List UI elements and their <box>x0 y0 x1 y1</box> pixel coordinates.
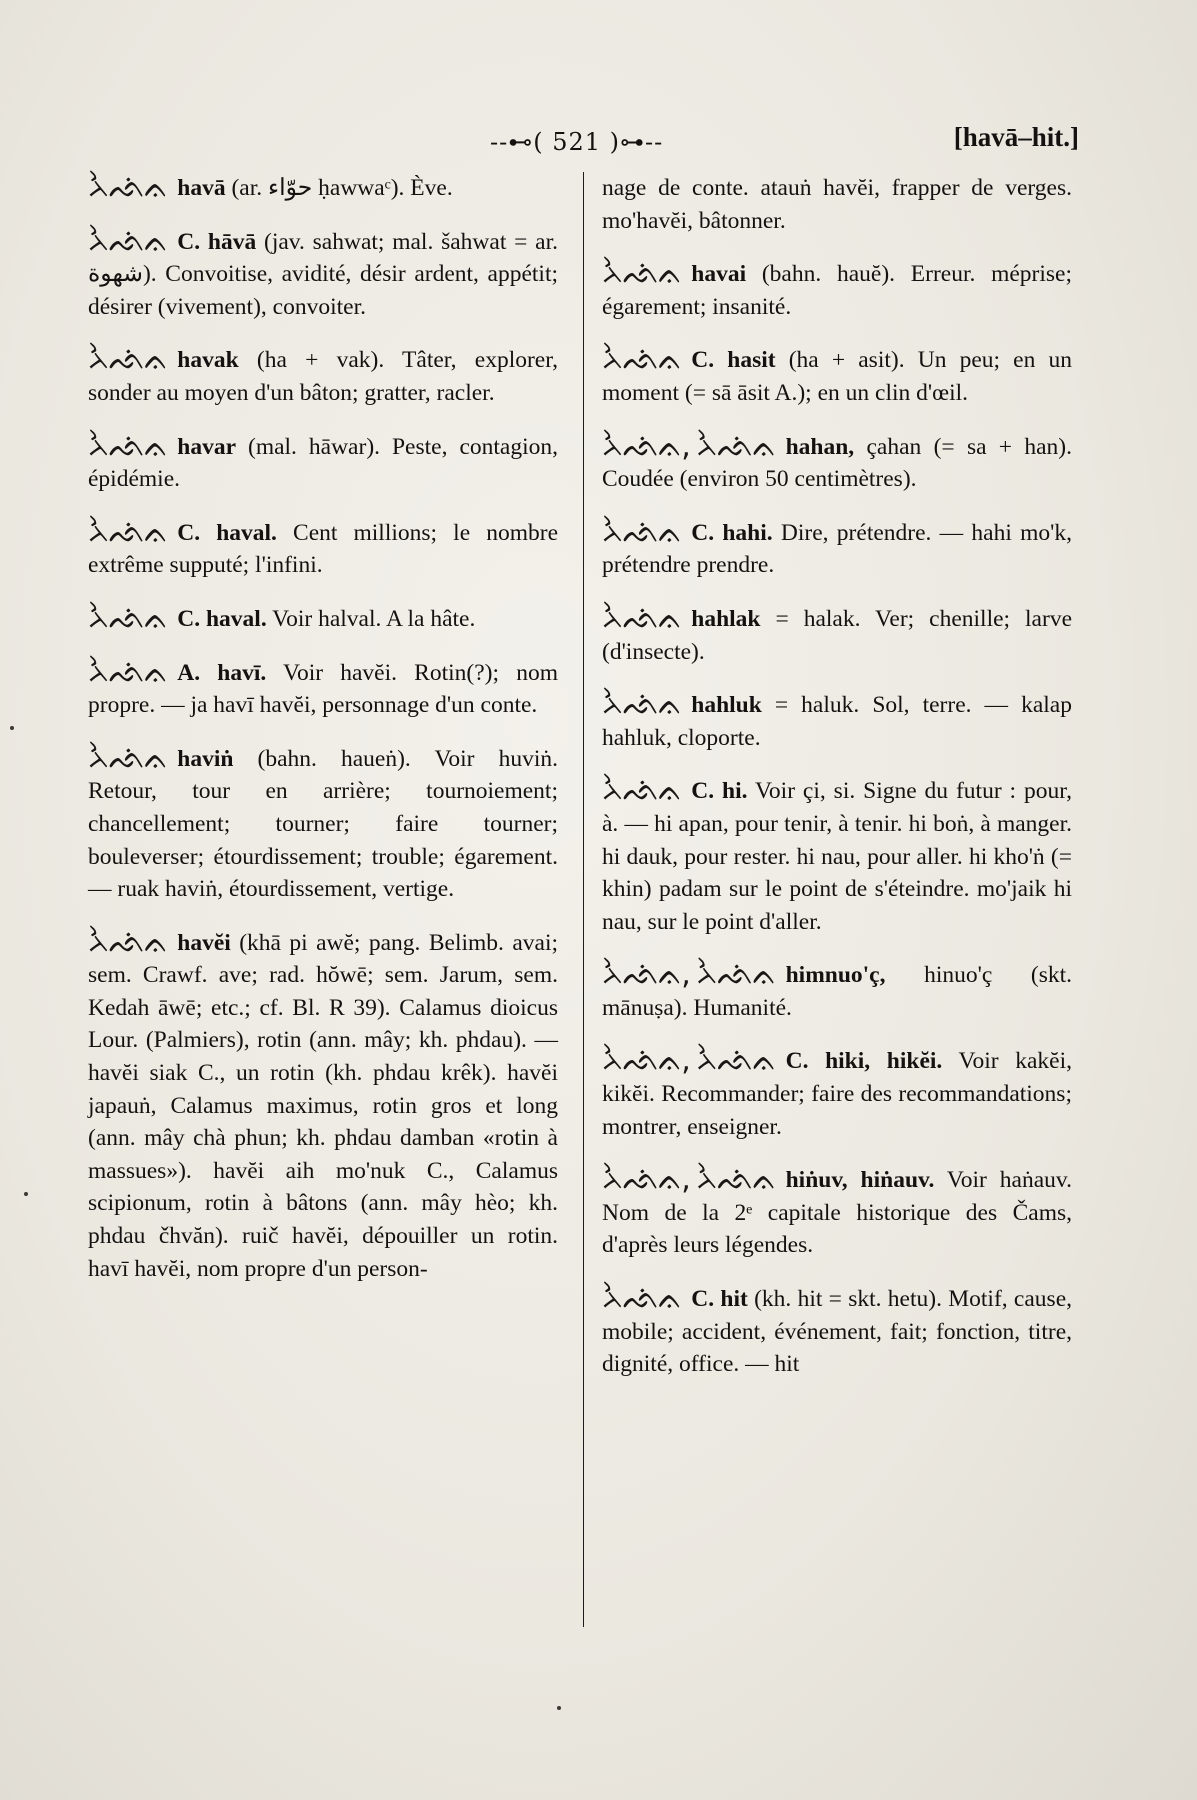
cham-script-headword: ᨂᨛᨒᨗᨊ <box>88 223 168 259</box>
cham-script-headword: ᨂᨛᨒᨗᨊ <box>88 740 168 776</box>
dictionary-entry <box>602 689 1072 754</box>
entry-definition: (ha + asit). Un peu; en un moment (= sā āsit A.); en un clin d'œil. <box>602 347 1072 406</box>
cham-script-headword: ᨂᨛᨒᨗᨊ <box>602 256 682 292</box>
entry-definition: Voir haṅauv. Nom de la 2ᵉ capitale historique des Čams, d'après leurs légendes. <box>602 1167 1072 1259</box>
dictionary-entry <box>88 740 558 906</box>
entry-definition: nage de conte. atauṅ havĕi, frapper de verges. mo'havĕi, bâtonner. <box>602 175 1072 234</box>
entry-definition: (ar. حوّاء ḥawwaᶜ). Ève. <box>225 175 453 201</box>
entry-headword: C. hasit <box>691 347 776 374</box>
dictionary-entry <box>602 344 1072 409</box>
entry-definition: Voir çi, si. Signe du futur : pour, à. — hi apan, pour tenir, à tenir. hi boṅ, à manger. hi dauk, pour rester. hi nau, pour aller. hi kho'ṅ (= khin) padam sur le point de s'éteindre. mo'jaik hi nau, sur le point d'aller. <box>602 778 1072 935</box>
entry-definition: (ha + vak). Tâter, explorer, sonder au moyen d'un bâton; gratter, racler. <box>88 347 558 406</box>
entry-headword: havĕi <box>177 929 231 956</box>
entry-definition: = halak. Ver; chenille; larve (d'insecte). <box>602 605 1072 665</box>
entry-headword: havai <box>691 261 747 288</box>
dictionary-entry <box>602 258 1072 323</box>
column-divider <box>583 172 584 1627</box>
dictionary-entry <box>602 959 1072 1024</box>
cham-script-headword: ᨂᨛᨒᨗᨊ, ᨂᨛᨒᨗᨊ <box>602 957 776 993</box>
entry-headword: hahluk <box>691 692 762 719</box>
dictionary-entry <box>88 344 558 409</box>
paper-speck <box>557 1706 561 1710</box>
page-number: --⊷( 521 )⊶-- <box>490 128 664 156</box>
paper-speck <box>10 726 14 730</box>
running-head: [havā–hit.] <box>953 122 1079 152</box>
entry-headword: C. hāvā <box>177 228 257 255</box>
entry-definition: Voir havĕi. Rotin(?); nom propre. — ja havī havĕi, personnage d'un conte. <box>88 659 558 719</box>
cham-script-headword: ᨂᨛᨒᨗᨊ <box>88 514 168 550</box>
cham-script-headword: ᨂᨛᨒᨗᨊ <box>602 687 682 723</box>
dictionary-entry <box>88 600 558 636</box>
dictionary-entry <box>602 428 1072 496</box>
entry-headword: C. hi. <box>691 778 748 805</box>
entry-definition: Voir kakĕi, kikĕi. Recommander; faire des recommandations; montrer, enseigner. <box>602 1048 1072 1140</box>
entry-headword: C. haval. <box>177 605 267 632</box>
cham-script-headword: ᨂᨛᨒᨗᨊ <box>602 773 682 809</box>
cham-script-headword: ᨂᨛᨒᨗᨊ <box>88 342 168 378</box>
cham-script-headword: ᨂᨛᨒᨗᨊ, ᨂᨛᨒᨗᨊ <box>602 1043 776 1079</box>
dictionary-entry <box>602 514 1073 582</box>
entry-headword: hahan, <box>785 433 855 460</box>
entry-definition: Voir halval. A la hâte. <box>266 605 476 632</box>
cham-script-headword: ᨂᨛᨒᨗᨊ <box>88 170 168 205</box>
entry-definition: Cent millions; le nombre extrême supputé; l'infini. <box>88 519 558 579</box>
page-header <box>0 122 1197 162</box>
entry-headword: C. hiki, hikĕi. <box>785 1048 943 1075</box>
cham-script-headword: ᨂᨛᨒᨗᨊ <box>602 1281 682 1317</box>
entry-definition: (kh. hit = skt. hetu). Motif, cause, mobile; accident, événement, fait; fonction, titre, dignité, office. — hit <box>602 1286 1072 1378</box>
dictionary-entry <box>88 514 558 582</box>
entry-definition: hinuo'ç (skt. mānuṣa). Humanité. <box>602 962 1072 1021</box>
dictionary-entry <box>602 1283 1072 1381</box>
dictionary-entry <box>602 1164 1072 1262</box>
dictionary-entry <box>88 428 558 496</box>
dictionary-entry <box>88 223 558 324</box>
cham-script-headword: ᨂᨛᨒᨗᨊ <box>88 654 168 690</box>
entry-headword: C. hahi. <box>691 519 773 546</box>
entry-headword: hiṅuv, hiṅauv. <box>785 1167 935 1194</box>
cham-script-headword: ᨂᨛᨒᨗᨊ <box>88 428 168 464</box>
dictionary-entry <box>602 1045 1072 1143</box>
paper-speck <box>24 1192 28 1196</box>
entry-headword: C. haval. <box>177 519 277 546</box>
cham-script-headword: ᨂᨛᨒᨗᨊ <box>88 924 168 960</box>
entry-definition: = haluk. Sol, terre. — kalap hahluk, cloporte. <box>602 692 1072 751</box>
cham-script-headword: ᨂᨛᨒᨗᨊ <box>602 600 682 636</box>
entry-definition: Dire, prétendre. — hahi mo'k, prétendre prendre. <box>602 519 1073 579</box>
entry-definition: (jav. sahwat; mal. šahwat = ar. شهوة). Convoitise, avidité, désir ardent, appétit; désirer (vivement), convoiter. <box>88 228 558 320</box>
entry-definition: çahan (= sa + han). Coudée (environ 50 centimètres). <box>602 433 1072 493</box>
entry-definition: (khā pi awĕ; pang. Belimb. avai; sem. Crawf. ave; rad. hŏwē; sem. Jarum, sem. Kedah āwē; etc.; cf. Bl. R 39). Calamus dioicus Lour. (Palmiers), rotin (ann. mây; kh. phdau). — havĕi siak C., un rotin (kh. phdau krêk). havĕi japauṅ, Calamus maximus, rotin gros et long (ann. mây chà phun; kh. phdau damban «rotin à massues»). havĕi aih mo'nuk C., Calamus scipionum, rotin à bâtons (ann. mây hèo; kh. phdau čhvăn). ruič havĕi, dépouiller un rotin. havī havĕi, nom propre d'un person- <box>88 929 558 1282</box>
cham-script-headword: ᨂᨛᨒᨗᨊ, ᨂᨛᨒᨗᨊ <box>602 1162 776 1198</box>
left-column <box>88 172 558 1306</box>
cham-script-headword: ᨂᨛᨒᨗᨊ <box>602 514 682 550</box>
dictionary-entry <box>88 654 558 722</box>
right-column <box>602 172 1072 1402</box>
entry-headword: A. havī. <box>177 659 267 686</box>
entry-definition: (bahn. haueṅ). Voir huviṅ. Retour, tour en arrière; tournoiement; chancellement; tourner; faire tourner; bouleverser; étourdissement; trouble; égarement. — ruak haviṅ, étourdissement, vertige. <box>88 745 558 903</box>
entry-definition: (mal. hāwar). Peste, contagion, épidémie. <box>88 433 558 493</box>
entry-headword: himnuo'ç, <box>785 962 886 989</box>
dictionary-entry <box>602 600 1072 668</box>
entry-headword: C. hit <box>691 1286 748 1313</box>
dictionary-entry <box>88 172 558 205</box>
entry-definition: (bahn. hauĕ). Erreur. méprise; égarement; insanité. <box>602 261 1072 320</box>
entry-headword: havak <box>177 347 239 374</box>
dictionary-entry <box>602 775 1072 938</box>
dictionary-entry <box>88 924 558 1286</box>
entry-headword: havā <box>177 175 226 201</box>
dictionary-entry <box>602 172 1072 237</box>
entry-headword: havar <box>177 433 237 460</box>
cham-script-headword: ᨂᨛᨒᨗᨊ <box>602 342 682 378</box>
entry-headword: hahlak <box>691 605 761 632</box>
cham-script-headword: ᨂᨛᨒᨗᨊ <box>88 600 168 636</box>
entry-headword: haviṅ <box>177 745 234 772</box>
cham-script-headword: ᨂᨛᨒᨗᨊ, ᨂᨛᨒᨗᨊ <box>602 428 776 464</box>
